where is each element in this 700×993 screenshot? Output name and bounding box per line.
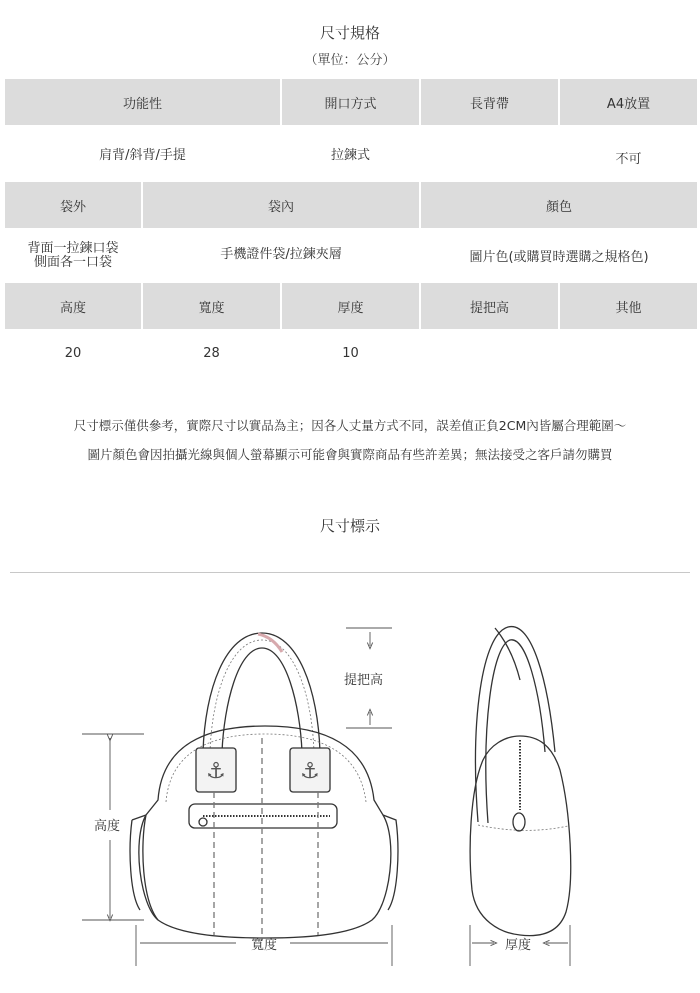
header-depth: 厚度	[282, 283, 419, 329]
value-height: 20	[5, 329, 141, 378]
side-bag-drawing	[470, 627, 571, 936]
header-function: 功能性	[5, 79, 280, 125]
header-opening: 開口方式	[282, 79, 419, 125]
anchor-icon: ⚓	[206, 759, 226, 784]
header-other: 其他	[560, 283, 697, 329]
anchor-icon: ⚓	[300, 759, 320, 784]
value-a4: 不可	[560, 125, 697, 182]
header-handle-height: 提把高	[421, 283, 558, 329]
value-depth: 10	[282, 329, 419, 378]
header-color: 顏色	[421, 182, 697, 228]
value-inner-pocket: 手機證件袋/拉鍊夾層	[143, 228, 419, 283]
spec-title: 尺寸規格	[319, 24, 380, 42]
width-label: 寬度	[251, 938, 278, 953]
value-outer-pocket: 背面一拉鍊口袋 側面各一口袋	[5, 228, 141, 283]
disclaimer-color: 圖片顏色會因拍攝光線與個人螢幕顯示可能會與實際商品有些許差異；無法接受之客戶請勿購買	[87, 447, 613, 462]
disclaimer-size: 尺寸標示僅供參考，實際尺寸以實品為主；因各人丈量方式不同，誤差值正負2CM內皆屬合理範圍～	[73, 418, 627, 433]
height-label: 高度	[94, 819, 121, 834]
unit-label: （單位：公分）	[304, 53, 396, 68]
handle-height-label: 提把高	[344, 673, 384, 688]
header-inner-pocket: 袋內	[143, 182, 419, 228]
value-opening: 拉鍊式	[282, 125, 419, 182]
header-outer-pocket: 袋外	[5, 182, 141, 228]
header-height: 高度	[5, 283, 141, 329]
header-a4: A4放置	[560, 79, 697, 125]
depth-label: 厚度	[505, 938, 532, 953]
value-function: 肩背/斜背/手提	[5, 125, 280, 182]
diagram-title: 尺寸標示	[319, 517, 380, 535]
header-long-strap: 長背帶	[421, 79, 558, 125]
header-width: 寬度	[143, 283, 280, 329]
value-color: 圖片色(或購買時選購之規格色)	[421, 228, 697, 283]
value-width: 28	[143, 329, 280, 378]
